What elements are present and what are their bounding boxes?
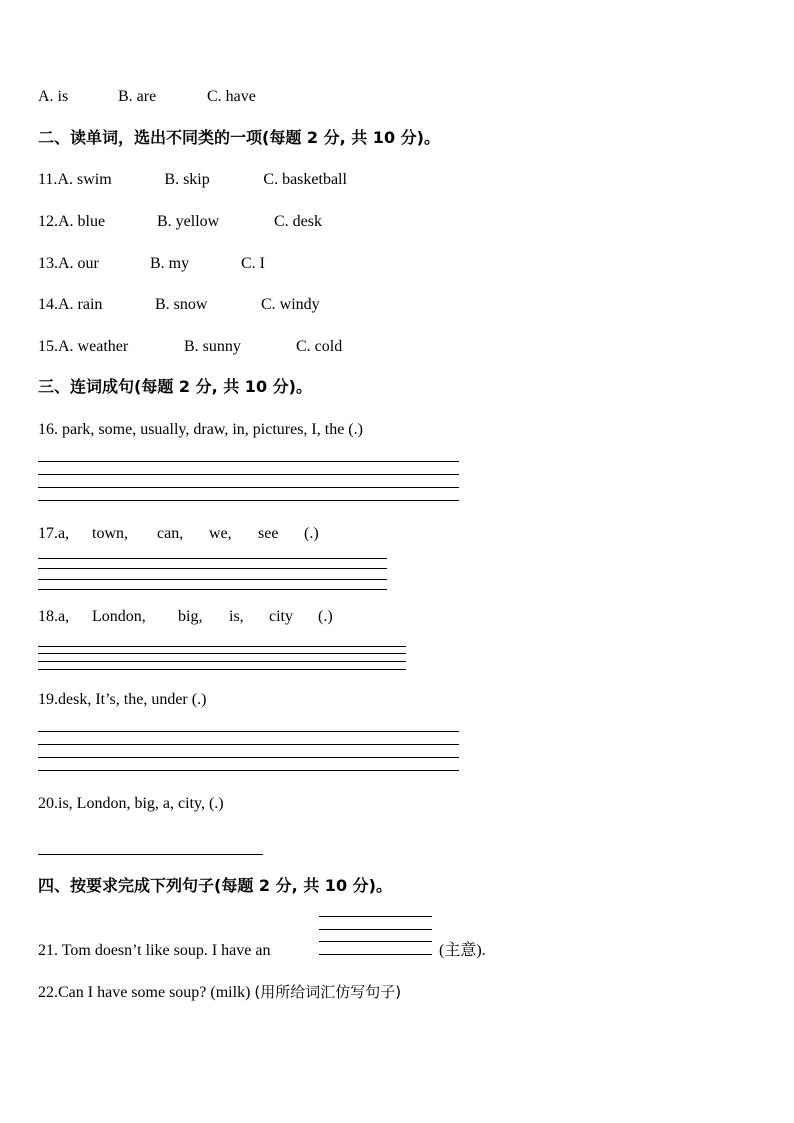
question-number: 18. [38,608,58,625]
question-12 [38,212,322,232]
word: is, [229,608,244,625]
word: town, [92,525,128,542]
question-hint: (用所给词汇仿写句子) [254,983,402,1001]
word: we, [209,525,232,542]
question-20: 20.is, London, big, a, city, (.) [38,795,224,812]
question-19: 19.desk, It’s, the, under (.) [38,691,207,708]
option-a: A. blue [58,213,106,230]
question-16: 16. park, some, usually, draw, in, pictures, I, the (.) [38,421,363,438]
option-a: A. is [38,88,69,105]
question-number: 15. [38,338,58,355]
answer-line [38,579,387,580]
word: city [269,608,293,625]
answer-line [38,757,459,758]
word: see [258,525,279,542]
answer-line [38,461,459,462]
word: big, [178,608,203,625]
word: can, [157,525,184,542]
word: London, [92,608,146,625]
question-21 [38,941,270,961]
answer-line [38,558,387,559]
q10-options [38,87,256,107]
answer-line [38,669,406,670]
answer-line [38,487,459,488]
question-21-hint: (主意). [439,942,486,959]
section4-heading: 四、按要求完成下列句子(每题 2 分, 共 10 分)。 [38,876,392,895]
option-b: B. skip [164,171,210,188]
question-11 [38,170,347,190]
word: (.) [318,608,333,625]
question-18 [38,607,333,627]
question-number: 14. [38,296,58,313]
answer-line [319,954,432,955]
question-13 [38,254,265,274]
option-b: B. snow [155,296,208,313]
answer-line [38,589,387,590]
section2-heading: 二、读单词，选出不同类的一项(每题 2 分, 共 10 分)。 [38,128,440,147]
option-c: C. I [241,255,265,272]
answer-line [38,646,406,647]
answer-line [38,731,459,732]
option-a: A. our [58,255,99,272]
question-number: 11. [38,171,58,188]
option-a: A. weather [58,338,129,355]
word: a, [58,525,70,542]
option-a: A. swim [57,171,112,188]
option-b: B. my [150,255,190,272]
question-22 [38,982,401,1003]
answer-line [38,474,459,475]
question-number: 13. [38,255,58,272]
question-14 [38,295,320,315]
answer-line [38,661,406,662]
option-c: C. cold [296,338,343,355]
question-text: 21. Tom doesn’t like soup. I have an [38,942,271,959]
answer-line [38,500,459,501]
option-b: B. are [118,88,157,105]
section3-heading: 三、连词成句(每题 2 分, 共 10 分)。 [38,377,312,396]
option-b: B. yellow [157,213,220,230]
option-b: B. sunny [184,338,241,355]
word: a, [58,608,70,625]
question-17 [38,524,319,544]
answer-line [38,854,263,855]
option-c: C. have [207,88,256,105]
answer-line [319,929,432,930]
answer-line [38,568,387,569]
answer-line [38,653,406,654]
word: (.) [304,525,319,542]
question-number: 12. [38,213,58,230]
option-c: C. desk [274,213,322,230]
option-c: C. basketball [263,171,347,188]
question-text: 22.Can I have some soup? (milk) [38,984,251,1001]
answer-line [319,941,432,942]
question-number: 17. [38,525,58,542]
answer-line [38,744,459,745]
question-15 [38,337,342,357]
answer-line [38,770,459,771]
answer-line [319,916,432,917]
option-c: C. windy [261,296,320,313]
option-a: A. rain [58,296,103,313]
